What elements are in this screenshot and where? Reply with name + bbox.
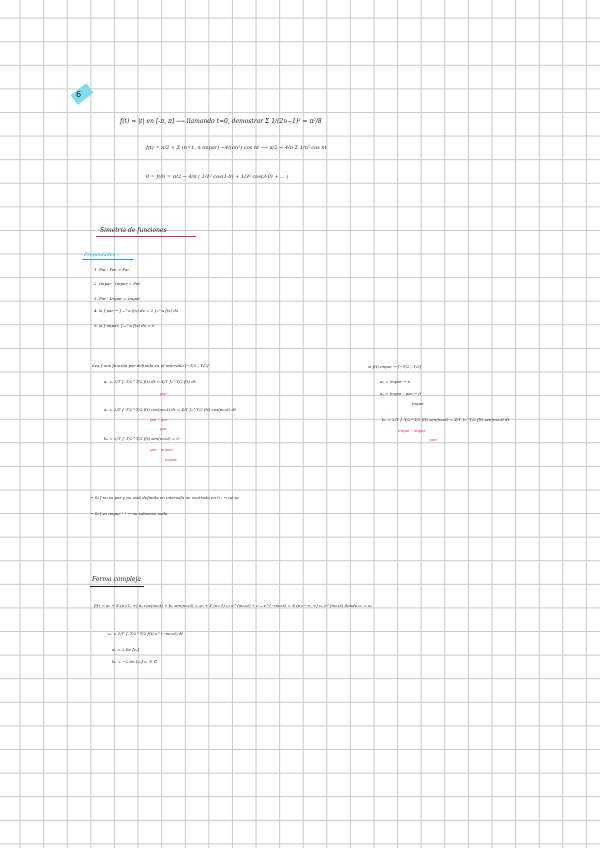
property-item: 4. si f par → ∫₋ₐ^a f(x) dx = 2 ∫₀^a f(x) dx xyxy=(94,308,179,313)
impar-bn-note-2: par xyxy=(430,437,437,442)
propiedades-underline xyxy=(82,259,134,260)
exercise-line-1: f(t) = |t| en [-π, π] ⟶ llamando t=0, demostrar Σ 1/(2n−1)² = π²/8 xyxy=(120,118,322,125)
property-item: 3. Par · Impar = Impar xyxy=(94,296,141,301)
impar-a0: a₀ = impar → 0 xyxy=(380,379,411,384)
par-intro: Sea f una función par definida en el intervalo [−T/2 , T/2] xyxy=(92,363,209,368)
par-bn-note-2: impar xyxy=(165,457,177,462)
section-title-simetria: Simetría de funciones xyxy=(100,227,167,234)
par-an-note-1: par · par xyxy=(150,417,168,422)
par-bn: bₙ = 2/T ∫₋T/2^T/2 f(t) sen(nω₀t) = 0 xyxy=(104,436,179,441)
compleja-cn: cₙ = 1/T ∫₋T/2^T/2 f(t) e^(−inω₀t) dt xyxy=(108,631,183,636)
impar-an-note: impar xyxy=(412,401,424,406)
propiedades-label: Propiedades : xyxy=(84,252,119,258)
property-item: 2. Impar · Impar = Par xyxy=(94,281,141,286)
par-an: aₙ = 2/T ∫₋T/2^T/2 f(t) cos(nω₀t) dt = 4/T ∫₀^T/2 f(t) cos(nω₀t) dt xyxy=(104,407,236,412)
simetria-underline xyxy=(96,236,196,237)
compleja-bn: bₙ = −2 Im [cₙ] cₙ ∈ ℂ xyxy=(112,659,157,664)
par-a0-note: par xyxy=(160,391,167,396)
par-bn-note-1: par · impar xyxy=(150,447,173,452)
impar-an: aₙ = impar · par → 0 xyxy=(380,391,421,396)
property-item: 5. si f impar, ∫₋ₐ^a f(x) dx = 0 xyxy=(94,323,155,328)
exercise-marker xyxy=(70,83,93,105)
property-item: 1. Par · Par = Par xyxy=(94,267,130,272)
impar-bn-note-1: impar · impar xyxy=(398,428,426,433)
section-title-compleja: Forma compleja xyxy=(92,576,141,583)
impar-bn: bₙ = 2/T ∫₋T/2^T/2 f(t) sen(nω₀t) = 4/T ∫₀^T/2 f(t) sen(nω₀t) dt xyxy=(382,417,510,422)
par-a0: a₀ = 2/T ∫₋T/2^T/2 f(t) dt = 4/T ∫₀^T/2 f(t) dt xyxy=(104,379,196,384)
exercise-line-2: f(t) = π/2 + Σ (n=1, n impar) −4/(πn²) cos nt ⟶ π/2 − 4/π Σ 1/n² cos nt xyxy=(146,145,327,151)
note-line-1: → Si f no es par y no está definida en intervalo no centrado en 0 , → no se xyxy=(90,495,239,500)
compleja-formula: f(t) = a₀ + Σ (n=1, ∞) aₙ cos(nω₀t) + bₙ sen(nω₀t) = a₀ + Σ (n=1) cₙ e^(inω₀t) + c₋ₙ e^(−inω₀t) = Σ (n=−∞, ∞) cₙ e^(inω₀t) donde c₀ = a₀ xyxy=(94,603,373,608)
exercise-number: 6 xyxy=(76,90,82,99)
par-an-note-2: par xyxy=(160,426,167,431)
compleja-an: aₙ = 2 Re [cₙ] xyxy=(112,647,140,652)
note-line-2: → Si f es impar " " → no sabemos nada xyxy=(90,511,168,516)
exercise-line-3: 0 = f(0) = π/2 − 4/π ( 1/1² cos(1·0) + 1/3² cos(3·0) + ... ) xyxy=(146,174,289,180)
compleja-underline xyxy=(90,586,144,587)
impar-intro: si f(t) impar → [−T/2 , T/2] xyxy=(368,364,422,369)
